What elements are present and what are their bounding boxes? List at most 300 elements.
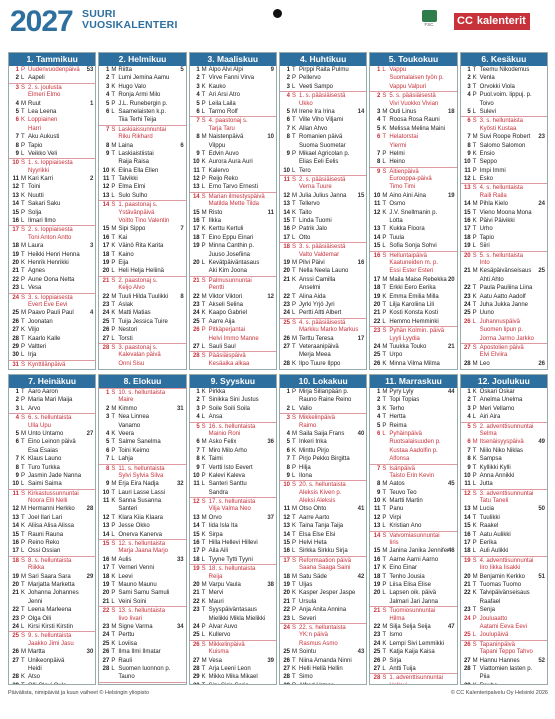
- week-number: 52: [538, 657, 545, 664]
- day-number: 28: [283, 360, 290, 367]
- week-number: 15: [357, 192, 365, 199]
- month-header: 3. Maaliskuu: [190, 53, 276, 66]
- day-names: Maria Mari Maija: [28, 397, 73, 404]
- day-row: [99, 192, 185, 200]
- day-names: Mirja Sillanpään p.: [299, 389, 349, 395]
- day-row: [190, 83, 276, 91]
- day-names: Alpo Alvi Alpi: [208, 67, 244, 73]
- day-names: Varpu Vaula: [208, 581, 241, 588]
- day-names: Kesäpäivänseisaus: [479, 268, 532, 275]
- day-number: 21: [463, 581, 471, 588]
- day-row: [9, 505, 95, 513]
- day-names: Pitkäperjantai: [208, 327, 246, 334]
- month-column: [8, 374, 96, 685]
- title-line-2: VUOSIKALENTERI: [82, 19, 178, 31]
- day-names: Elvi Elviira: [479, 352, 508, 359]
- day-row: [99, 108, 185, 116]
- day-number: 10: [283, 167, 290, 174]
- day-number: 19: [192, 243, 200, 250]
- day-names: Otto: [299, 234, 311, 241]
- day-names: Elmeri Elmo: [28, 92, 61, 99]
- day-row: [370, 631, 456, 639]
- day-number: 23: [373, 632, 381, 639]
- day-names: Juhannuspäivä: [479, 318, 521, 325]
- week-number: 33: [176, 556, 184, 563]
- day-names: Helmi: [389, 150, 405, 157]
- day-row: [370, 514, 456, 522]
- day-row: [9, 531, 95, 539]
- day-row: [190, 276, 276, 284]
- day-names: Leevi: [118, 573, 133, 580]
- day-row: [9, 335, 95, 343]
- day-number: 2: [105, 75, 110, 82]
- day-number: 8: [467, 456, 471, 463]
- day-row: [280, 422, 366, 430]
- day-names: Aino Aini Aina: [389, 192, 427, 199]
- day-row: [9, 573, 95, 581]
- day-number: 3: [196, 83, 200, 90]
- day-names: Turo Turkka: [28, 464, 60, 471]
- day-names: Impi Immi: [479, 167, 506, 174]
- day-names: Leo: [479, 360, 490, 367]
- day-row: [370, 301, 456, 309]
- weekday-letter: S: [111, 465, 116, 472]
- day-number: 20: [102, 268, 110, 275]
- day-names: Verneri Venni: [118, 565, 155, 572]
- weekday-letter: P: [472, 310, 477, 317]
- day-row: [280, 343, 366, 351]
- weekday-letter: T: [21, 657, 25, 664]
- weekday-letter: S: [201, 423, 206, 430]
- day-row: [9, 100, 95, 108]
- day-row: [190, 589, 276, 597]
- day-row: [461, 125, 547, 133]
- day-number: 26: [463, 641, 471, 648]
- day-names: Ville Viho Viljami: [299, 117, 344, 124]
- weekday-letter: S: [111, 202, 116, 209]
- day-number: 2: [15, 397, 19, 404]
- day-names: Naistenpäivä: [208, 134, 244, 141]
- day-row: [461, 472, 547, 480]
- day-names: Rauni Rauna: [28, 531, 64, 538]
- day-names: Reino Reko: [28, 540, 60, 547]
- day-number: 1: [376, 389, 381, 395]
- weekday-letter: K: [472, 75, 477, 82]
- day-number: 17: [463, 540, 471, 547]
- weekday-letter: M: [472, 201, 478, 208]
- day-number: 1: [105, 390, 110, 396]
- month-header: 12. Joulukuu: [461, 375, 547, 388]
- weekday-letter: S: [201, 118, 206, 125]
- day-number: 17: [102, 565, 110, 572]
- day-row: [9, 539, 95, 547]
- day-row: [9, 497, 95, 505]
- day-names: Reijo Reko: [208, 176, 239, 183]
- day-names: Timo Timi: [389, 184, 416, 191]
- day-row: [99, 623, 185, 631]
- weekday-letter: T: [201, 150, 206, 157]
- day-names: 4. paastonaj s.: [208, 118, 248, 125]
- day-number: 27: [12, 657, 19, 664]
- day-names: Melissa Melina Maini: [389, 125, 446, 132]
- day-names: Kirsi Kirsti Kirstin: [28, 623, 74, 630]
- weekday-letter: S: [382, 168, 387, 175]
- day-names: Aarre Aija: [208, 318, 235, 325]
- weekday-letter: T: [201, 523, 206, 530]
- day-names: Evert Eve Eevi: [28, 301, 68, 308]
- day-names: Sari Saara Sara: [28, 573, 71, 580]
- day-row: [461, 455, 547, 463]
- weekday-letter: M: [472, 268, 478, 275]
- day-names: Minttu Pirjo: [299, 447, 330, 454]
- weekday-letter: M: [292, 192, 297, 199]
- day-names: Alvar Auvo: [208, 623, 238, 630]
- weekday-letter: S: [472, 557, 477, 564]
- day-number: 28: [102, 344, 110, 351]
- day-number: 15: [12, 531, 19, 538]
- day-row: [190, 422, 276, 430]
- day-names: Sakari Saku: [28, 201, 61, 208]
- day-row: [190, 183, 276, 191]
- day-names: Aliisa Alisa Alissa: [28, 523, 75, 530]
- day-row: [370, 480, 456, 488]
- day-number: 28: [463, 360, 471, 367]
- week-number: 16: [357, 259, 365, 266]
- day-number: 17: [283, 557, 290, 564]
- weekday-letter: P: [201, 327, 206, 334]
- day-names: Oskari Oskar: [479, 389, 515, 395]
- weekday-letter: T: [472, 607, 477, 614]
- day-number: 24: [12, 294, 19, 301]
- day-row: [370, 74, 456, 82]
- weekday-letter: L: [111, 456, 115, 463]
- weekday-letter: K: [111, 310, 116, 317]
- day-number: 9: [376, 168, 381, 175]
- day-row: [190, 665, 276, 673]
- day-row: [99, 640, 185, 648]
- day-names: Raija Raisa: [118, 159, 150, 166]
- day-row: [9, 673, 95, 681]
- weekday-letter: T: [111, 632, 115, 639]
- weekday-letter: P: [111, 327, 116, 334]
- day-number: 10: [463, 472, 471, 479]
- day-row: [280, 183, 366, 191]
- day-number: 11: [193, 167, 200, 174]
- weekday-letter: S: [21, 227, 26, 234]
- week-number: 43: [357, 649, 365, 656]
- day-row: [370, 539, 456, 547]
- day-names: 4. s. helluntaista: [479, 185, 524, 192]
- weekday-letter: T: [21, 184, 25, 191]
- day-names: Lahja: [118, 456, 134, 463]
- day-number: 24: [463, 615, 471, 622]
- day-number: 17: [373, 276, 381, 283]
- weekday-letter: T: [292, 117, 296, 124]
- weekday-letter: M: [201, 67, 207, 73]
- day-row: [99, 276, 185, 284]
- day-row: [190, 480, 276, 488]
- day-names: Iiris: [389, 540, 399, 547]
- day-row: [190, 293, 276, 301]
- day-number: 27: [102, 657, 110, 664]
- day-number: 6: [105, 447, 110, 454]
- weekday-letter: L: [382, 159, 386, 166]
- day-row: [9, 225, 95, 233]
- day-row: [99, 514, 185, 522]
- day-row: [370, 343, 456, 351]
- day-names: 4. s. pääsiäisestä: [299, 319, 346, 326]
- day-row: [9, 489, 95, 497]
- day-names: Sirkka Sirkku Sirja: [299, 548, 348, 555]
- day-row: [190, 267, 276, 275]
- weekday-letter: T: [472, 464, 477, 471]
- day-row: [190, 133, 276, 141]
- weekday-letter: K: [292, 209, 297, 216]
- weekday-letter: T: [21, 464, 25, 471]
- month-column: [369, 374, 457, 685]
- day-names: Anssi Camilla: [299, 276, 336, 283]
- months-row-2: [8, 374, 548, 685]
- week-number: 49: [538, 439, 545, 446]
- day-names: Leila Laila: [208, 100, 236, 107]
- weekday-letter: P: [292, 540, 297, 547]
- weekday-letter: P: [382, 150, 387, 157]
- weekday-letter: M: [382, 481, 388, 488]
- day-names: Toini: [28, 184, 41, 191]
- day-row: [9, 209, 95, 217]
- day-names: Kyllikki Kylli: [479, 464, 511, 471]
- day-number: 17: [12, 548, 19, 555]
- day-row: [370, 430, 456, 438]
- day-number: 3: [376, 405, 381, 412]
- day-number: 28: [373, 675, 381, 682]
- day-row: [280, 251, 366, 259]
- day-row: [370, 309, 456, 317]
- day-number: 30: [12, 352, 19, 359]
- weekday-letter: T: [201, 75, 206, 82]
- weekday-letter: P: [201, 243, 206, 250]
- day-row: [461, 100, 547, 108]
- weekday-letter: T: [472, 301, 477, 308]
- month-column: [460, 374, 548, 685]
- day-names: Sami Samu Samuli: [118, 590, 170, 597]
- day-row: [370, 267, 456, 275]
- day-number: 10: [192, 472, 200, 479]
- day-number: 24: [283, 310, 290, 317]
- day-names: Vieno Moona Mona: [479, 209, 532, 216]
- day-row: [461, 326, 547, 334]
- day-names: Signe Varma: [118, 623, 153, 630]
- day-row: [9, 142, 95, 150]
- day-names: 9. s. helluntaista: [28, 633, 72, 640]
- day-number: 20: [373, 590, 381, 597]
- day-row: [9, 430, 95, 438]
- day-row: [280, 91, 366, 99]
- day-names: Otso Ohto: [299, 506, 327, 513]
- day-row: [461, 284, 547, 292]
- day-number: 12: [12, 184, 19, 191]
- day-names: Klaus Launo: [28, 456, 62, 463]
- day-number: 24: [102, 632, 110, 639]
- day-row: [99, 150, 185, 158]
- weekday-letter: L: [382, 318, 386, 325]
- day-names: Leena Marleena: [28, 607, 72, 614]
- day-names: Taimi: [208, 456, 223, 463]
- day-row: [190, 343, 276, 351]
- day-row: [280, 438, 366, 446]
- day-names: Ukko: [299, 100, 313, 107]
- day-row: [280, 497, 366, 505]
- day-names: Kaarlo Kalle: [28, 335, 61, 342]
- day-names: Ruut: [28, 100, 41, 107]
- day-names: Saamelaisten k.p.: [118, 108, 167, 115]
- weekday-letter: L: [201, 259, 205, 266]
- fsc-logo: [410, 10, 448, 36]
- day-names: Erkki Eero Eerika: [389, 285, 436, 292]
- day-row: [280, 125, 366, 133]
- weekday-letter: K: [292, 276, 297, 283]
- day-row: [370, 318, 456, 326]
- day-names: Kimmo: [118, 405, 137, 412]
- weekday-letter: T: [201, 607, 206, 614]
- weekday-letter: T: [292, 67, 296, 73]
- day-names: Into: [479, 259, 490, 266]
- day-names: Kuisma: [208, 649, 229, 656]
- day-names: Santeri Santtu: [208, 481, 247, 488]
- day-number: 23: [373, 328, 381, 335]
- day-number: 21: [102, 277, 110, 284]
- day-row: [99, 326, 185, 334]
- day-number: [282, 368, 290, 370]
- weekday-letter: S: [201, 499, 206, 506]
- day-number: 13: [463, 185, 471, 192]
- weekday-letter: L: [382, 665, 386, 672]
- weekday-letter: M: [292, 108, 297, 115]
- day-row: [99, 505, 185, 513]
- day-row: [190, 209, 276, 217]
- day-number: 3: [196, 405, 200, 412]
- day-names: Heino: [389, 159, 406, 166]
- day-row: [280, 192, 366, 200]
- day-number: 16: [463, 531, 471, 538]
- day-names: Liisa Elisa Elise: [389, 581, 432, 588]
- day-row: [190, 326, 276, 334]
- day-names: Jalmari Jari Janna: [389, 598, 439, 605]
- day-names: Marjatta Marketta: [28, 581, 75, 588]
- day-number: 4: [105, 92, 110, 99]
- day-names: [209, 683, 249, 685]
- day-row: [280, 388, 366, 396]
- month-header: 11. Marraskuu: [370, 375, 456, 388]
- weekday-letter: P: [111, 590, 116, 597]
- day-names: Kalevi Kaleva: [208, 472, 246, 479]
- day-number: 24: [12, 623, 19, 630]
- weekday-letter: S: [292, 93, 297, 100]
- day-row: [9, 318, 95, 326]
- day-names: Pertti Altti Albert: [299, 310, 342, 317]
- day-row: [461, 665, 547, 673]
- weekday-letter: L: [382, 590, 386, 597]
- day-number: 5: [467, 108, 471, 115]
- day-names: Kerttu Kertuli: [208, 226, 244, 233]
- day-names: Ulla Upu: [28, 422, 52, 429]
- day-names: 1. paastonaj s.: [118, 202, 158, 209]
- months-row-1: [8, 52, 548, 370]
- day-names: Voitto Tino Valentin: [118, 218, 170, 225]
- day-names: 3. s. loppiaisesta: [28, 294, 73, 301]
- day-row: [9, 455, 95, 463]
- day-row: [370, 682, 456, 685]
- day-row: [280, 531, 366, 539]
- weekday-letter: K: [472, 456, 477, 463]
- day-row: [99, 497, 185, 505]
- day-number: 4: [15, 415, 19, 422]
- day-row: [9, 623, 95, 631]
- day-names: Simo: [299, 674, 313, 681]
- day-row: [190, 531, 276, 539]
- day-number: 5: [286, 108, 290, 115]
- weekday-letter: T: [111, 581, 115, 588]
- weekday-letter: T: [382, 201, 386, 208]
- day-names: Tapio: [479, 234, 494, 241]
- weekday-letter: T: [21, 335, 25, 342]
- day-number: 22: [463, 285, 471, 292]
- day-number: 25: [12, 633, 19, 640]
- week-number: 40: [357, 430, 365, 437]
- day-row: [370, 388, 456, 396]
- day-number: 25: [102, 640, 110, 647]
- day-row: [461, 335, 547, 343]
- day-names: Noora Elli Nelli: [28, 498, 68, 505]
- day-number: 12: [463, 176, 471, 183]
- day-number: 8: [196, 134, 200, 141]
- weekday-letter: P: [201, 623, 206, 630]
- weekday-letter: M: [292, 649, 297, 656]
- week-number: 3: [89, 243, 94, 250]
- day-row: [99, 413, 185, 421]
- day-row: [280, 209, 366, 217]
- day-number: 5: [286, 439, 290, 446]
- week-number: 6: [180, 142, 184, 149]
- weekday-letter: K: [382, 360, 387, 367]
- weekday-letter: T: [21, 108, 25, 115]
- day-number: 22: [192, 293, 200, 300]
- day-number: [11, 682, 19, 685]
- weekday-letter: S: [472, 490, 477, 497]
- weekday-letter: P: [382, 514, 387, 521]
- day-names: Eija: [118, 259, 129, 266]
- weekday-letter: S: [21, 294, 26, 301]
- day-names: Tuula: [389, 234, 405, 241]
- month-header: 4. Huhtikuu: [280, 53, 366, 66]
- weekday-letter: P: [382, 581, 387, 588]
- day-row: [370, 422, 456, 430]
- day-number: 14: [102, 202, 110, 209]
- day-names: Lilja Karoliina Lili: [389, 301, 435, 308]
- day-row: [190, 430, 276, 438]
- week-number: 12: [267, 293, 274, 300]
- week-number: 26: [538, 360, 545, 367]
- weekday-letter: M: [472, 360, 478, 367]
- day-row: [99, 455, 185, 463]
- day-number: 19: [283, 581, 290, 588]
- day-names: 11. s. helluntaista: [118, 465, 165, 472]
- day-row: [190, 472, 276, 480]
- brand-name: kalenterit: [476, 13, 530, 30]
- weekday-letter: M: [201, 657, 207, 664]
- day-row: [370, 293, 456, 301]
- weekday-letter: T: [382, 632, 386, 639]
